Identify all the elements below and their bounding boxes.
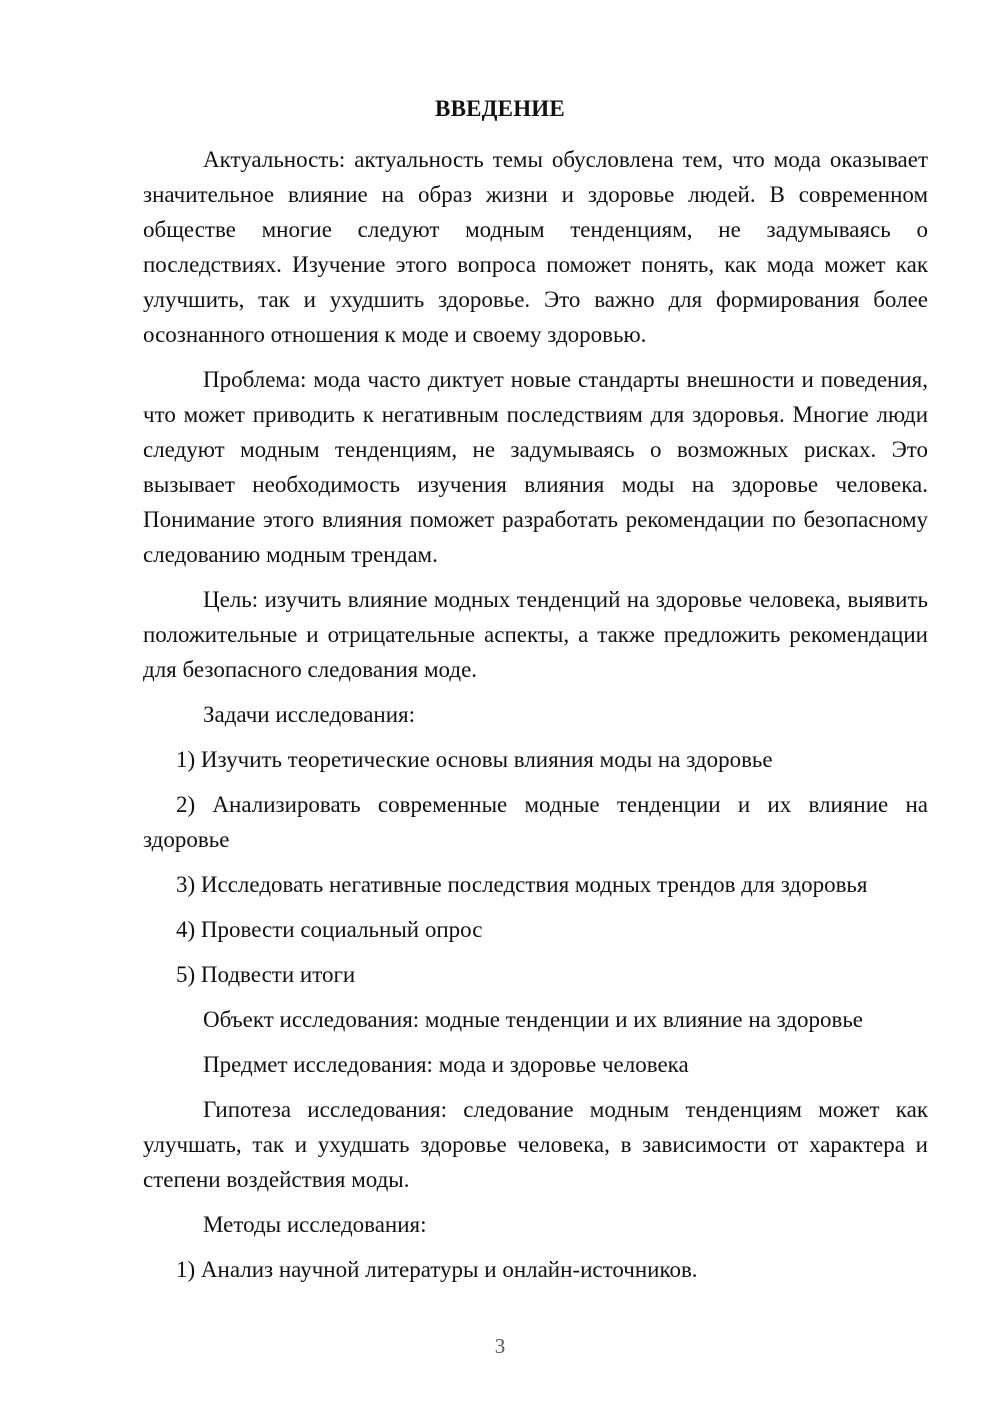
paragraph-tasks-heading: Задачи исследования: — [203, 702, 416, 727]
task-item-2: 2) Анализировать современные модные тенденции и их влияние на здоровье — [143, 792, 928, 852]
paragraph-methods-heading: Методы исследования: — [203, 1212, 427, 1237]
page-number: 3 — [494, 1334, 506, 1358]
task-item-4: 4) Провести социальный опрос — [176, 917, 483, 942]
paragraph-hypothesis: Гипотеза исследования: следование модным тенденциям может как улучшать, так и ухудшать здоровье человека, в зависимости от характера и степени воздействия моды. — [143, 1097, 928, 1192]
method-item-1: 1) Анализ научной литературы и онлайн-источников. — [176, 1257, 698, 1282]
section-title: ВВЕДЕНИЕ — [435, 96, 565, 121]
document-body — [143, 142, 928, 1297]
task-item-3: 3) Исследовать негативные последствия модных трендов для здоровья — [176, 872, 868, 897]
paragraph-subject: Предмет исследования: мода и здоровье человека — [203, 1052, 689, 1077]
task-item-5: 5) Подвести итоги — [176, 962, 356, 987]
paragraph-relevance: Актуальность: актуальность темы обусловлена тем, что мода оказывает значительное влияние на образ жизни и здоровье людей. В современном обществе многие следуют модным тенденциям, не задумываясь о последствиях. Изучение этого вопроса поможет понять, как мода может как улучшить, так и ухудшить здоровье. Это важно для формирования более осознанного отношения к моде и своему здоровью. — [143, 147, 928, 347]
paragraph-goal: Цель: изучить влияние модных тенденций на здоровье человека, выявить положительные и отрицательные аспекты, а также предложить рекомендации для безопасного следования моде. — [143, 587, 928, 682]
task-item-1: 1) Изучить теоретические основы влияния моды на здоровье — [176, 747, 773, 772]
paragraph-object: Объект исследования: модные тенденции и их влияние на здоровье — [203, 1007, 864, 1032]
paragraph-problem: Проблема: мода часто диктует новые стандарты внешности и поведения, что может приводить к негативным последствиям для здоровья. Многие люди следуют модным тенденциям, не задумываясь о возможных рисках. Это вызывает необходимость изучения влияния моды на здоровье человека. Понимание этого влияния поможет разработать рекомендации по безопасному следованию модным трендам. — [143, 367, 928, 567]
